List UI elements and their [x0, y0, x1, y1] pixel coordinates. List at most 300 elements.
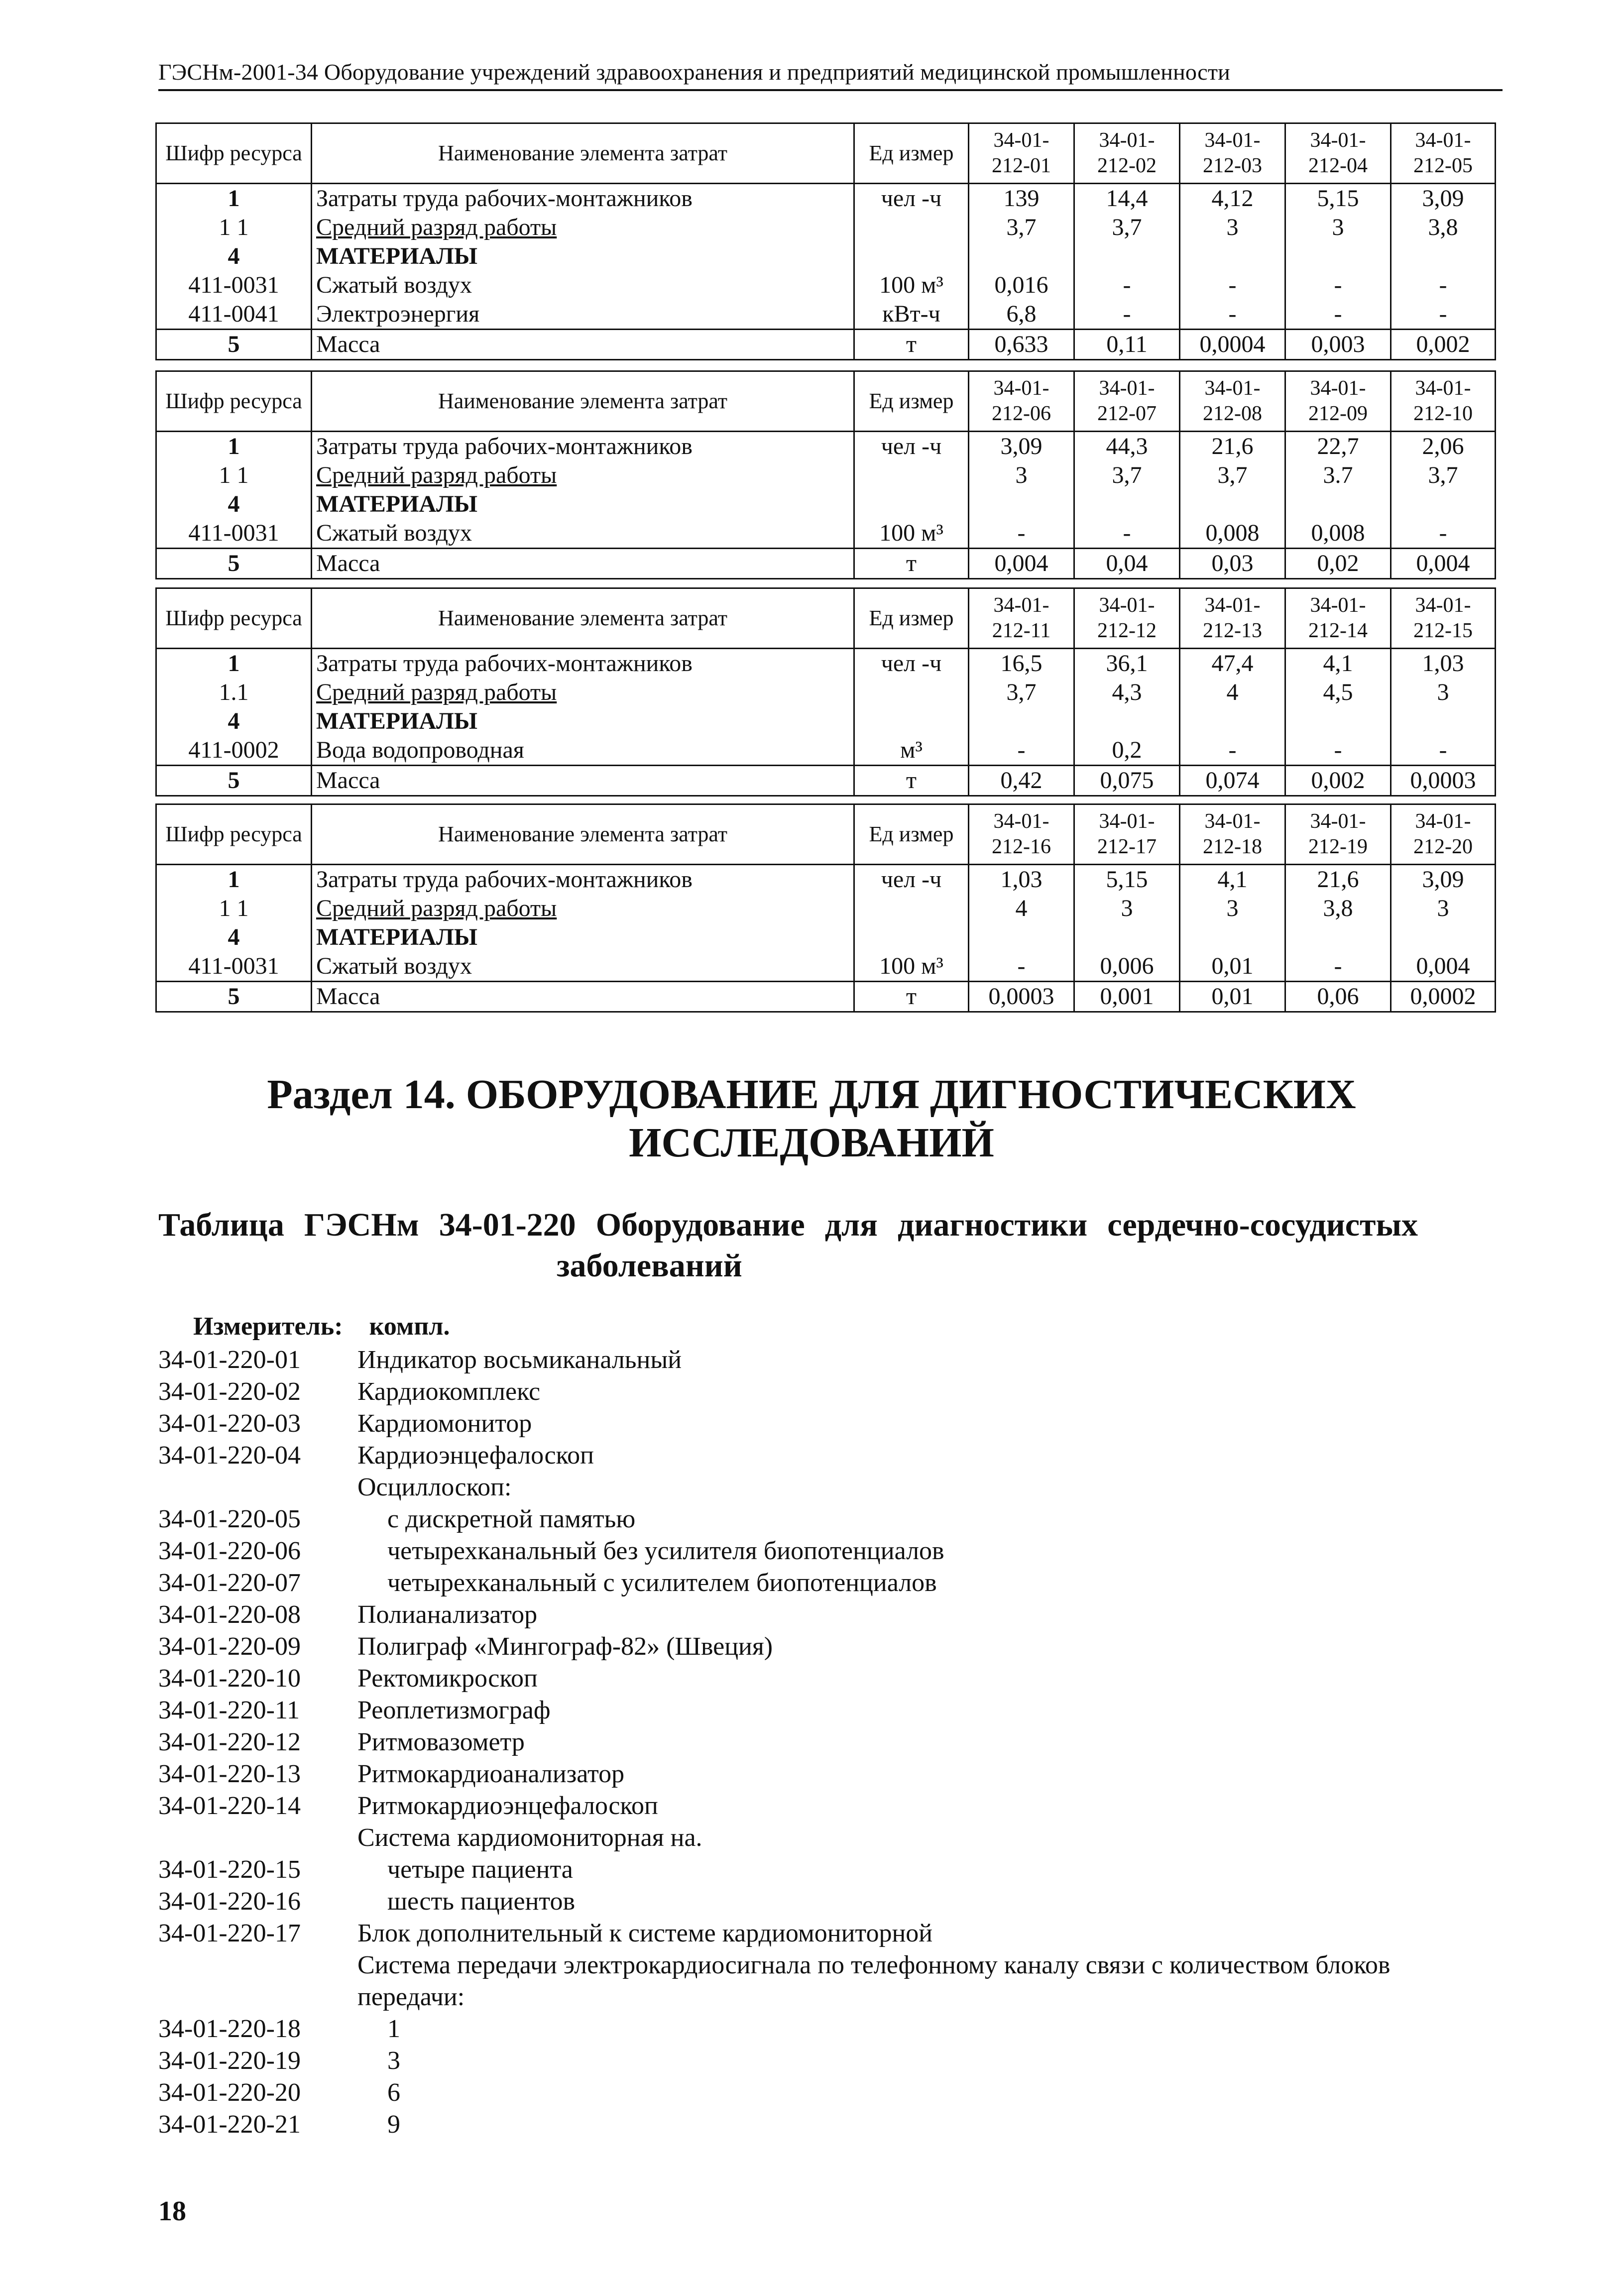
item-name: 9: [387, 2110, 400, 2139]
resource-code-cell: 411-0031: [156, 519, 312, 549]
resource-value-cell: 3,7: [1074, 213, 1180, 242]
column-header-norm-code: 34-01- 212-05: [1391, 123, 1496, 184]
resource-value-cell: -: [1391, 300, 1496, 330]
resource-value-cell: -: [1391, 271, 1496, 300]
resource-unit-cell: [854, 707, 969, 736]
resource-value-cell: 0,0003: [1391, 766, 1496, 796]
resource-code-cell: 411-0031: [156, 952, 312, 982]
column-header-unit: Ед измер: [854, 588, 969, 649]
resource-value-cell: 3,09: [1391, 184, 1496, 214]
list-item: [158, 1918, 1503, 1949]
list-item: [158, 1567, 1503, 1599]
table-header-row: [156, 588, 1496, 649]
table-row: [156, 300, 1496, 330]
item-name: Осциллоскоп:: [357, 1473, 512, 1501]
resource-value-cell: 139: [969, 184, 1074, 214]
resource-value-cell: [1180, 707, 1285, 736]
resource-value-cell: [1074, 707, 1180, 736]
resource-value-cell: 21,6: [1285, 865, 1391, 895]
resource-value-cell: 22,7: [1285, 432, 1391, 461]
table-row: [156, 923, 1496, 952]
item-code: [158, 1472, 357, 1503]
table-header-row: [156, 804, 1496, 865]
list-item: [158, 1503, 1503, 1535]
resource-value-cell: 0,42: [969, 766, 1074, 796]
column-header-code: Шифр ресурса: [156, 588, 312, 649]
item-name: Блок дополнительный к системе кардиомониторной: [357, 1919, 933, 1947]
resource-code-cell: 4: [156, 242, 312, 271]
table-row: [156, 330, 1496, 360]
table-row: [156, 242, 1496, 271]
resource-name-cell: Масса: [312, 982, 854, 1012]
resource-value-cell: [969, 490, 1074, 519]
resource-value-cell: 0,002: [1285, 766, 1391, 796]
column-header-code: Шифр ресурса: [156, 123, 312, 184]
item-name: Система кардиомониторная на.: [357, 1823, 702, 1852]
resource-code-cell: 1: [156, 184, 312, 214]
list-item: [158, 1790, 1503, 1822]
list-item: [158, 1535, 1503, 1567]
resource-value-cell: 1,03: [1391, 649, 1496, 679]
item-name: с дискретной памятью: [387, 1505, 636, 1533]
list-item: [158, 1344, 1503, 1376]
item-code: 34-01-220-15: [158, 1855, 301, 1884]
resource-name-cell: Средний разряд работы: [312, 894, 854, 923]
resource-value-cell: 3: [969, 461, 1074, 490]
column-header-norm-code: 34-01- 212-03: [1180, 123, 1285, 184]
resource-value-cell: [1285, 707, 1391, 736]
list-item: [158, 1726, 1503, 1758]
column-header-norm-code: 34-01- 212-04: [1285, 123, 1391, 184]
resource-value-cell: -: [969, 519, 1074, 549]
resource-unit-cell: т: [854, 330, 969, 360]
resource-value-cell: 0,11: [1074, 330, 1180, 360]
item-code: 34-01-220-05: [158, 1505, 301, 1533]
resource-code-cell: 4: [156, 707, 312, 736]
resource-value-cell: [1285, 923, 1391, 952]
resource-value-cell: 4,3: [1074, 678, 1180, 707]
resource-unit-cell: [854, 242, 969, 271]
resource-value-cell: 3,8: [1285, 894, 1391, 923]
resource-value-cell: -: [1285, 300, 1391, 330]
resource-value-cell: 0,004: [969, 549, 1074, 579]
list-item: [158, 1663, 1503, 1695]
resource-value-cell: -: [1285, 952, 1391, 982]
resource-value-cell: 3.7: [1285, 461, 1391, 490]
resource-value-cell: -: [1074, 519, 1180, 549]
resource-value-cell: -: [1074, 271, 1180, 300]
resource-unit-cell: т: [854, 982, 969, 1012]
item-code: 34-01-220-19: [158, 2047, 301, 2075]
list-item: [158, 1758, 1503, 1790]
resource-name-cell: Затраты труда рабочих-монтажников: [312, 649, 854, 679]
table-title-line: заболеваний: [557, 1247, 742, 1284]
resource-code-cell: 1: [156, 432, 312, 461]
resource-unit-cell: чел -ч: [854, 649, 969, 679]
resource-code-cell: 1: [156, 649, 312, 679]
resource-value-cell: 0,02: [1285, 549, 1391, 579]
resource-name-cell: Средний разряд работы: [312, 678, 854, 707]
item-name: Кардиомонитор: [357, 1409, 532, 1438]
resource-value-cell: 4: [969, 894, 1074, 923]
resource-name-cell: Средний разряд работы: [312, 461, 854, 490]
resource-name-cell: Сжатый воздух: [312, 519, 854, 549]
resource-unit-cell: [854, 490, 969, 519]
item-name: Ректомикроскоп: [357, 1664, 538, 1693]
resource-table: [155, 587, 1496, 797]
resource-value-cell: 0,074: [1180, 766, 1285, 796]
list-item: [158, 1854, 1503, 1886]
resource-unit-cell: [854, 894, 969, 923]
section-title: Раздел 14. ОБОРУДОВАНИЕ ДЛЯ ДИГНОСТИЧЕСКИХ ИССЛЕДОВАНИЙ: [267, 1071, 1356, 1166]
column-header-name: Наименование элемента затрат: [312, 371, 854, 432]
resource-code-cell: 1.1: [156, 678, 312, 707]
resource-value-cell: 47,4: [1180, 649, 1285, 679]
item-name: Реоплетизмограф: [357, 1696, 551, 1724]
equipment-list: [158, 1344, 1503, 2141]
resource-value-cell: 3,7: [1074, 461, 1180, 490]
resource-value-cell: 3: [1074, 894, 1180, 923]
resource-value-cell: 0,06: [1285, 982, 1391, 1012]
item-name: 6: [387, 2078, 400, 2107]
resource-value-cell: 3: [1180, 213, 1285, 242]
resource-unit-cell: [854, 213, 969, 242]
item-name: Система передачи электрокардиосигнала по телефонному каналу связи с количеством блоков передачи:: [357, 1951, 1391, 2011]
table-row: [156, 678, 1496, 707]
item-code: 34-01-220-11: [158, 1696, 300, 1724]
resource-value-cell: 0,04: [1074, 549, 1180, 579]
item-code: 34-01-220-20: [158, 2078, 301, 2107]
item-code: 34-01-220-10: [158, 1664, 301, 1693]
item-code: 34-01-220-03: [158, 1409, 301, 1438]
table-header-row: [156, 123, 1496, 184]
resource-value-cell: 3,7: [969, 678, 1074, 707]
list-item: [158, 2013, 1503, 2045]
table-header-row: [156, 371, 1496, 432]
column-header-norm-code: 34-01- 212-19: [1285, 804, 1391, 865]
item-name: Кардиокомплекс: [357, 1377, 541, 1406]
column-header-norm-code: 34-01- 212-02: [1074, 123, 1180, 184]
resource-value-cell: [1391, 490, 1496, 519]
resource-table: [155, 122, 1496, 360]
resource-value-cell: -: [1285, 271, 1391, 300]
resource-value-cell: 5,15: [1074, 865, 1180, 895]
item-code: 34-01-220-21: [158, 2110, 301, 2139]
item-code: [158, 1822, 357, 1854]
column-header-unit: Ед измер: [854, 123, 969, 184]
resource-code-cell: 411-0002: [156, 736, 312, 766]
resource-value-cell: 4,12: [1180, 184, 1285, 214]
resource-value-cell: 6,8: [969, 300, 1074, 330]
resource-value-cell: 4: [1180, 678, 1285, 707]
table-row: [156, 461, 1496, 490]
column-header-norm-code: 34-01- 212-01: [969, 123, 1074, 184]
column-header-norm-code: 34-01- 212-09: [1285, 371, 1391, 432]
table-row: [156, 549, 1496, 579]
resource-name-cell: МАТЕРИАЛЫ: [312, 490, 854, 519]
resource-value-cell: [969, 242, 1074, 271]
resource-value-cell: [1074, 923, 1180, 952]
column-header-unit: Ед измер: [854, 804, 969, 865]
resource-value-cell: 0,075: [1074, 766, 1180, 796]
column-header-norm-code: 34-01- 212-11: [969, 588, 1074, 649]
resource-value-cell: -: [1285, 736, 1391, 766]
resource-unit-cell: 100 м³: [854, 952, 969, 982]
resource-value-cell: 21,6: [1180, 432, 1285, 461]
resource-value-cell: [1391, 707, 1496, 736]
table-row: [156, 865, 1496, 895]
resource-value-cell: [1180, 242, 1285, 271]
resource-value-cell: [969, 923, 1074, 952]
item-code: 34-01-220-08: [158, 1600, 301, 1629]
resource-code-cell: 5: [156, 766, 312, 796]
item-name: Ритмовазометр: [357, 1728, 525, 1756]
resource-value-cell: [1074, 490, 1180, 519]
resource-value-cell: [1285, 242, 1391, 271]
item-code: 34-01-220-01: [158, 1346, 301, 1374]
table-row: [156, 490, 1496, 519]
resource-name-cell: Сжатый воздух: [312, 952, 854, 982]
resource-value-cell: 0,002: [1391, 330, 1496, 360]
resource-value-cell: 3: [1285, 213, 1391, 242]
resource-value-cell: [1391, 923, 1496, 952]
resource-unit-cell: [854, 461, 969, 490]
resource-value-cell: 5,15: [1285, 184, 1391, 214]
column-header-norm-code: 34-01- 212-08: [1180, 371, 1285, 432]
table-row: [156, 649, 1496, 679]
resource-value-cell: 3,7: [969, 213, 1074, 242]
resource-name-cell: Затраты труда рабочих-монтажников: [312, 432, 854, 461]
column-header-norm-code: 34-01- 212-20: [1391, 804, 1496, 865]
table-row: [156, 707, 1496, 736]
resource-value-cell: -: [1180, 736, 1285, 766]
resource-unit-cell: кВт-ч: [854, 300, 969, 330]
resource-code-cell: 1: [156, 865, 312, 895]
resource-unit-cell: м³: [854, 736, 969, 766]
resource-value-cell: 0,004: [1391, 549, 1496, 579]
list-item: [158, 1631, 1503, 1663]
item-code: 34-01-220-09: [158, 1632, 301, 1661]
resource-value-cell: 0,0003: [969, 982, 1074, 1012]
item-name: Полиграф «Мингограф-82» (Швеция): [357, 1632, 773, 1661]
page-number: 18: [158, 2196, 186, 2227]
resource-value-cell: 36,1: [1074, 649, 1180, 679]
list-item: [158, 2109, 1503, 2141]
resource-value-cell: 3,09: [969, 432, 1074, 461]
resource-value-cell: 0,003: [1285, 330, 1391, 360]
resource-value-cell: 4,1: [1285, 649, 1391, 679]
resource-value-cell: 0,008: [1180, 519, 1285, 549]
resource-unit-cell: 100 м³: [854, 271, 969, 300]
resource-value-cell: 3,8: [1391, 213, 1496, 242]
table-row: [156, 982, 1496, 1012]
resource-value-cell: 0,001: [1074, 982, 1180, 1012]
list-item: [158, 1408, 1503, 1440]
resource-value-cell: [1180, 923, 1285, 952]
resource-value-cell: 44,3: [1074, 432, 1180, 461]
resource-value-cell: 0,03: [1180, 549, 1285, 579]
item-code: 34-01-220-13: [158, 1760, 301, 1788]
table-row: [156, 213, 1496, 242]
resource-code-cell: 5: [156, 982, 312, 1012]
resource-value-cell: 0,004: [1391, 952, 1496, 982]
resource-value-cell: 0,01: [1180, 952, 1285, 982]
column-header-norm-code: 34-01- 212-16: [969, 804, 1074, 865]
item-name: четыре пациента: [387, 1855, 573, 1884]
item-code: 34-01-220-18: [158, 2015, 301, 2043]
table-title: [158, 1205, 1418, 1286]
resource-code-cell: 1 1: [156, 461, 312, 490]
item-code: 34-01-220-07: [158, 1569, 301, 1597]
resource-value-cell: 3,7: [1391, 461, 1496, 490]
column-header-code: Шифр ресурса: [156, 804, 312, 865]
column-header-unit: Ед измер: [854, 371, 969, 432]
resource-unit-cell: т: [854, 766, 969, 796]
resource-unit-cell: [854, 923, 969, 952]
resource-code-cell: 4: [156, 923, 312, 952]
resource-value-cell: 14,4: [1074, 184, 1180, 214]
resource-value-cell: 3,09: [1391, 865, 1496, 895]
list-item: [158, 1886, 1503, 1918]
list-item: [158, 1949, 1503, 2013]
table-row: [156, 271, 1496, 300]
item-name: Индикатор восьмиканальный: [357, 1346, 682, 1374]
item-code: 34-01-220-06: [158, 1537, 301, 1565]
resource-value-cell: 4,5: [1285, 678, 1391, 707]
resource-value-cell: 0,01: [1180, 982, 1285, 1012]
item-name: 3: [387, 2047, 400, 2075]
resource-value-cell: 0,2: [1074, 736, 1180, 766]
item-code: 34-01-220-16: [158, 1887, 301, 1916]
column-header-norm-code: 34-01- 212-13: [1180, 588, 1285, 649]
list-item: [158, 1376, 1503, 1408]
resource-value-cell: 16,5: [969, 649, 1074, 679]
resource-value-cell: -: [1180, 300, 1285, 330]
column-header-norm-code: 34-01- 212-06: [969, 371, 1074, 432]
item-name: Кардиоэнцефалоскоп: [357, 1441, 594, 1470]
resource-name-cell: МАТЕРИАЛЫ: [312, 242, 854, 271]
resource-name-cell: Затраты труда рабочих-монтажников: [312, 865, 854, 895]
resource-value-cell: [1074, 242, 1180, 271]
table-row: [156, 432, 1496, 461]
column-header-code: Шифр ресурса: [156, 371, 312, 432]
item-name: шесть пациентов: [387, 1887, 575, 1916]
resource-table: [155, 370, 1496, 579]
resource-code-cell: 5: [156, 330, 312, 360]
table-title-line: Таблица ГЭСНм 34-01-220 Оборудование для диагностики сердечно-сосудистых: [158, 1207, 1418, 1243]
measurer: [193, 1312, 450, 1341]
resource-name-cell: Масса: [312, 330, 854, 360]
resource-value-cell: 0,016: [969, 271, 1074, 300]
resource-name-cell: Электроэнергия: [312, 300, 854, 330]
resource-value-cell: 3,7: [1180, 461, 1285, 490]
resource-code-cell: 1 1: [156, 894, 312, 923]
table-row: [156, 952, 1496, 982]
item-name: 1: [387, 2015, 400, 2043]
column-header-norm-code: 34-01- 212-14: [1285, 588, 1391, 649]
column-header-norm-code: 34-01- 212-10: [1391, 371, 1496, 432]
resource-value-cell: 4,1: [1180, 865, 1285, 895]
resource-value-cell: -: [969, 736, 1074, 766]
item-code: 34-01-220-12: [158, 1728, 301, 1756]
resource-unit-cell: т: [854, 549, 969, 579]
resource-value-cell: [969, 707, 1074, 736]
resource-value-cell: 0,006: [1074, 952, 1180, 982]
resource-name-cell: МАТЕРИАЛЫ: [312, 707, 854, 736]
table-row: [156, 894, 1496, 923]
resource-value-cell: -: [1391, 736, 1496, 766]
resource-unit-cell: чел -ч: [854, 184, 969, 214]
list-item: [158, 1440, 1503, 1472]
resource-name-cell: Средний разряд работы: [312, 213, 854, 242]
column-header-norm-code: 34-01- 212-18: [1180, 804, 1285, 865]
resource-value-cell: -: [969, 952, 1074, 982]
resource-code-cell: 4: [156, 490, 312, 519]
resource-value-cell: 3: [1180, 894, 1285, 923]
column-header-norm-code: 34-01- 212-15: [1391, 588, 1496, 649]
column-header-name: Наименование элемента затрат: [312, 804, 854, 865]
resource-value-cell: -: [1391, 519, 1496, 549]
resource-code-cell: 411-0041: [156, 300, 312, 330]
resource-value-cell: 2,06: [1391, 432, 1496, 461]
resource-name-cell: Затраты труда рабочих-монтажников: [312, 184, 854, 214]
resource-unit-cell: чел -ч: [854, 865, 969, 895]
column-header-norm-code: 34-01- 212-12: [1074, 588, 1180, 649]
resource-value-cell: [1391, 242, 1496, 271]
column-header-norm-code: 34-01- 212-07: [1074, 371, 1180, 432]
item-code: 34-01-220-04: [158, 1441, 301, 1470]
resource-name-cell: Вода водопроводная: [312, 736, 854, 766]
table-row: [156, 184, 1496, 214]
list-item: [158, 1599, 1503, 1631]
resource-value-cell: 0,0002: [1391, 982, 1496, 1012]
resource-value-cell: -: [1180, 271, 1285, 300]
list-item: [158, 1472, 1503, 1503]
resource-name-cell: МАТЕРИАЛЫ: [312, 923, 854, 952]
resource-value-cell: 0,633: [969, 330, 1074, 360]
item-name: Ритмокардиоэнцефалоскоп: [357, 1792, 658, 1820]
item-code: 34-01-220-17: [158, 1919, 301, 1947]
item-name: четырехканальный без усилителя биопотенциалов: [387, 1537, 944, 1565]
item-name: четырехканальный с усилителем биопотенциалов: [387, 1569, 937, 1597]
table-row: [156, 519, 1496, 549]
item-code: 34-01-220-02: [158, 1377, 301, 1406]
resource-value-cell: 1,03: [969, 865, 1074, 895]
resource-unit-cell: [854, 678, 969, 707]
resource-value-cell: [1180, 490, 1285, 519]
resource-name-cell: Масса: [312, 549, 854, 579]
column-header-name: Наименование элемента затрат: [312, 588, 854, 649]
resource-name-cell: Сжатый воздух: [312, 271, 854, 300]
resource-value-cell: 3: [1391, 678, 1496, 707]
resource-value-cell: 0,0004: [1180, 330, 1285, 360]
list-item: [158, 1695, 1503, 1726]
resource-name-cell: Масса: [312, 766, 854, 796]
page-header: ГЭСНм-2001-34 Оборудование учреждений здравоохранения и предприятий медицинской промышленности: [158, 59, 1503, 91]
item-name: Полианализатор: [357, 1600, 538, 1629]
measurer-value: компл.: [369, 1312, 450, 1341]
table-row: [156, 736, 1496, 766]
table-row: [156, 766, 1496, 796]
item-name: Ритмокардиоанализатор: [357, 1760, 625, 1788]
resource-value-cell: 3: [1391, 894, 1496, 923]
resource-code-cell: 411-0031: [156, 271, 312, 300]
resource-unit-cell: чел -ч: [854, 432, 969, 461]
resource-code-cell: 1 1: [156, 213, 312, 242]
resource-table: [155, 803, 1496, 1013]
resource-value-cell: [1285, 490, 1391, 519]
item-code: 34-01-220-14: [158, 1792, 301, 1820]
